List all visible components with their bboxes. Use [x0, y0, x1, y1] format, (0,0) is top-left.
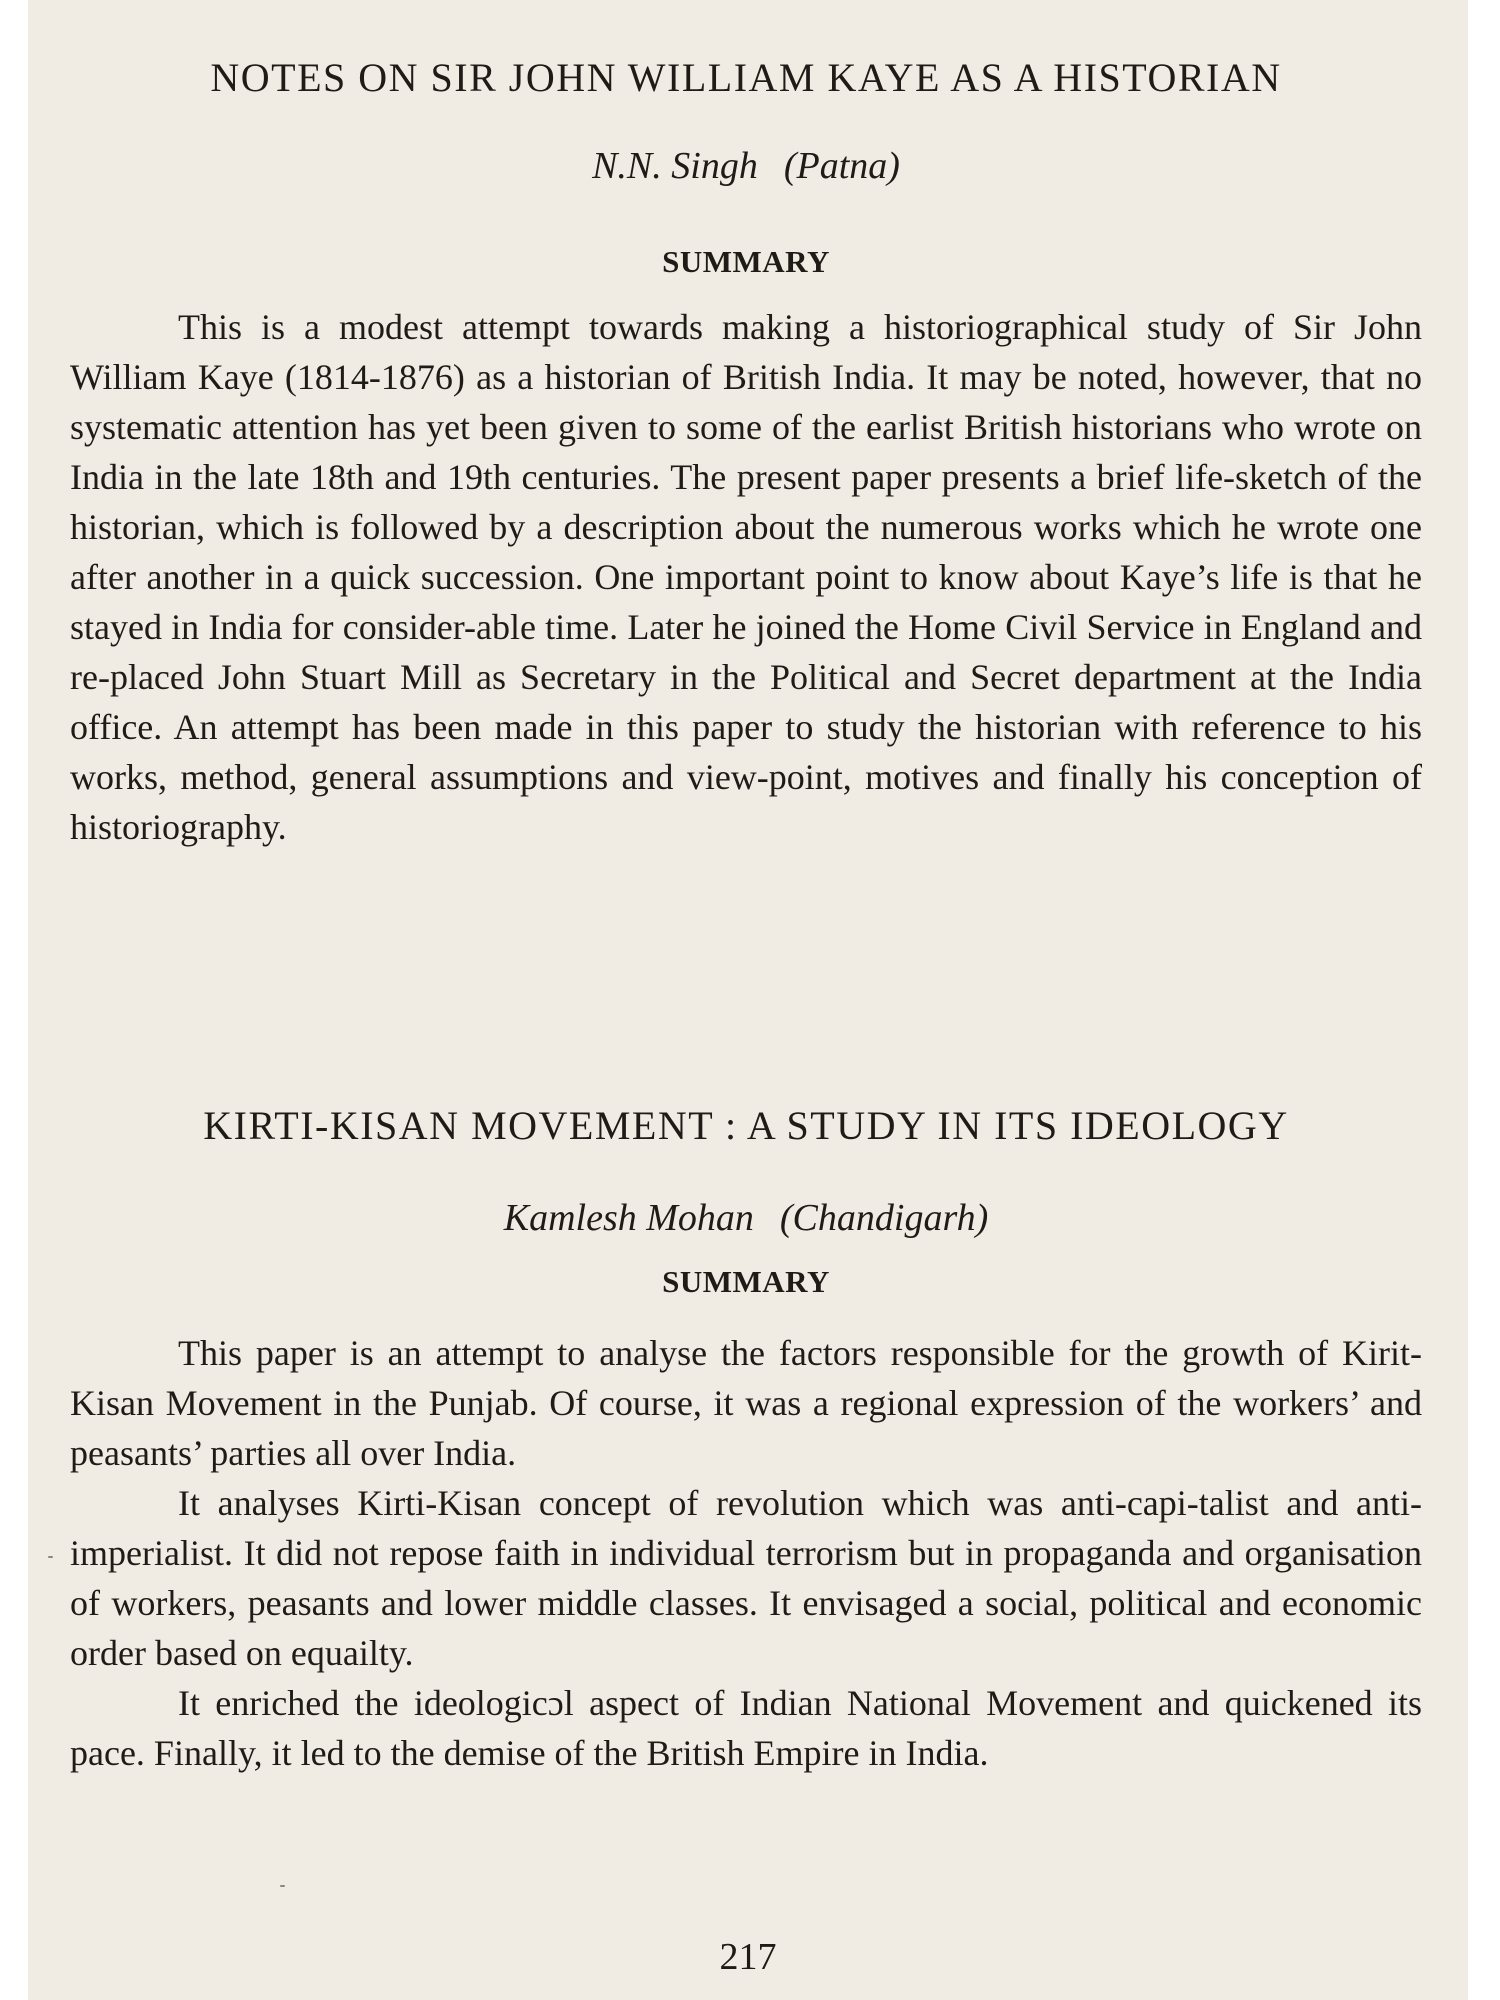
article-title: KIRTI-KISAN MOVEMENT : A STUDY IN ITS IDEOLOGY	[203, 1103, 1289, 1148]
summary-paragraph: This paper is an attempt to analyse the factors responsible for the growth of Kirit-Kisan Movement in the Punjab. Of course, it was a regional expression of the workers’ and peasants’ parties all over India.	[70, 1333, 1422, 1473]
summary-heading: SUMMARY	[662, 1264, 830, 1299]
author-name: Kamlesh Mohan	[503, 1197, 754, 1239]
author-affiliation: (Patna)	[783, 145, 900, 187]
paper-speck	[48, 1556, 53, 1558]
summary-heading: SUMMARY	[662, 244, 830, 279]
page-number: 217	[719, 1936, 777, 1978]
paper-speck	[280, 1885, 285, 1887]
byline	[70, 142, 1422, 190]
book-page	[28, 0, 1468, 2000]
article-title: NOTES ON SIR JOHN WILLIAM KAYE AS A HISTORIAN	[210, 55, 1282, 100]
author-name: N.N. Singh	[592, 145, 758, 187]
article-kaye	[70, 52, 1422, 852]
summary-paragraph: It analyses Kirti-Kisan concept of revolution which was anti-capi-talist and anti-imperialist. It did not repose faith in individual terrorism but in propaganda and organisation of workers, peasants and lower middle classes. It envisaged a social, political and economic order based on equailty.	[70, 1483, 1422, 1673]
author-affiliation: (Chandigarh)	[779, 1197, 989, 1239]
summary-body	[70, 1328, 1422, 1778]
article-kirti-kisan	[70, 1100, 1422, 1778]
byline	[70, 1194, 1422, 1242]
summary-paragraph: It enriched the ideologicɔl aspect of Indian National Movement and quickened its pace. Finally, it led to the demise of the British Empire in India.	[70, 1683, 1422, 1773]
summary-body	[70, 302, 1422, 852]
summary-paragraph: This is a modest attempt towards making a historiographical study of Sir John William Kaye (1814-1876) as a historian of British India. It may be noted, however, that no systematic attention has yet been given to some of the earlist British historians who wrote on India in the late 18th and 19th centuries. The present paper presents a brief life-sketch of the historian, which is followed by a description about the numerous works which he wrote one after another in a quick succession. One important point to know about Kaye’s life is that he stayed in India for consider-able time. Later he joined the Home Civil Service in England and re-placed John Stuart Mill as Secretary in the Political and Secret department at the India office. An attempt has been made in this paper to study the historian with reference to his works, method, general assumptions and view-point, motives and finally his conception of historiography.	[70, 307, 1422, 847]
